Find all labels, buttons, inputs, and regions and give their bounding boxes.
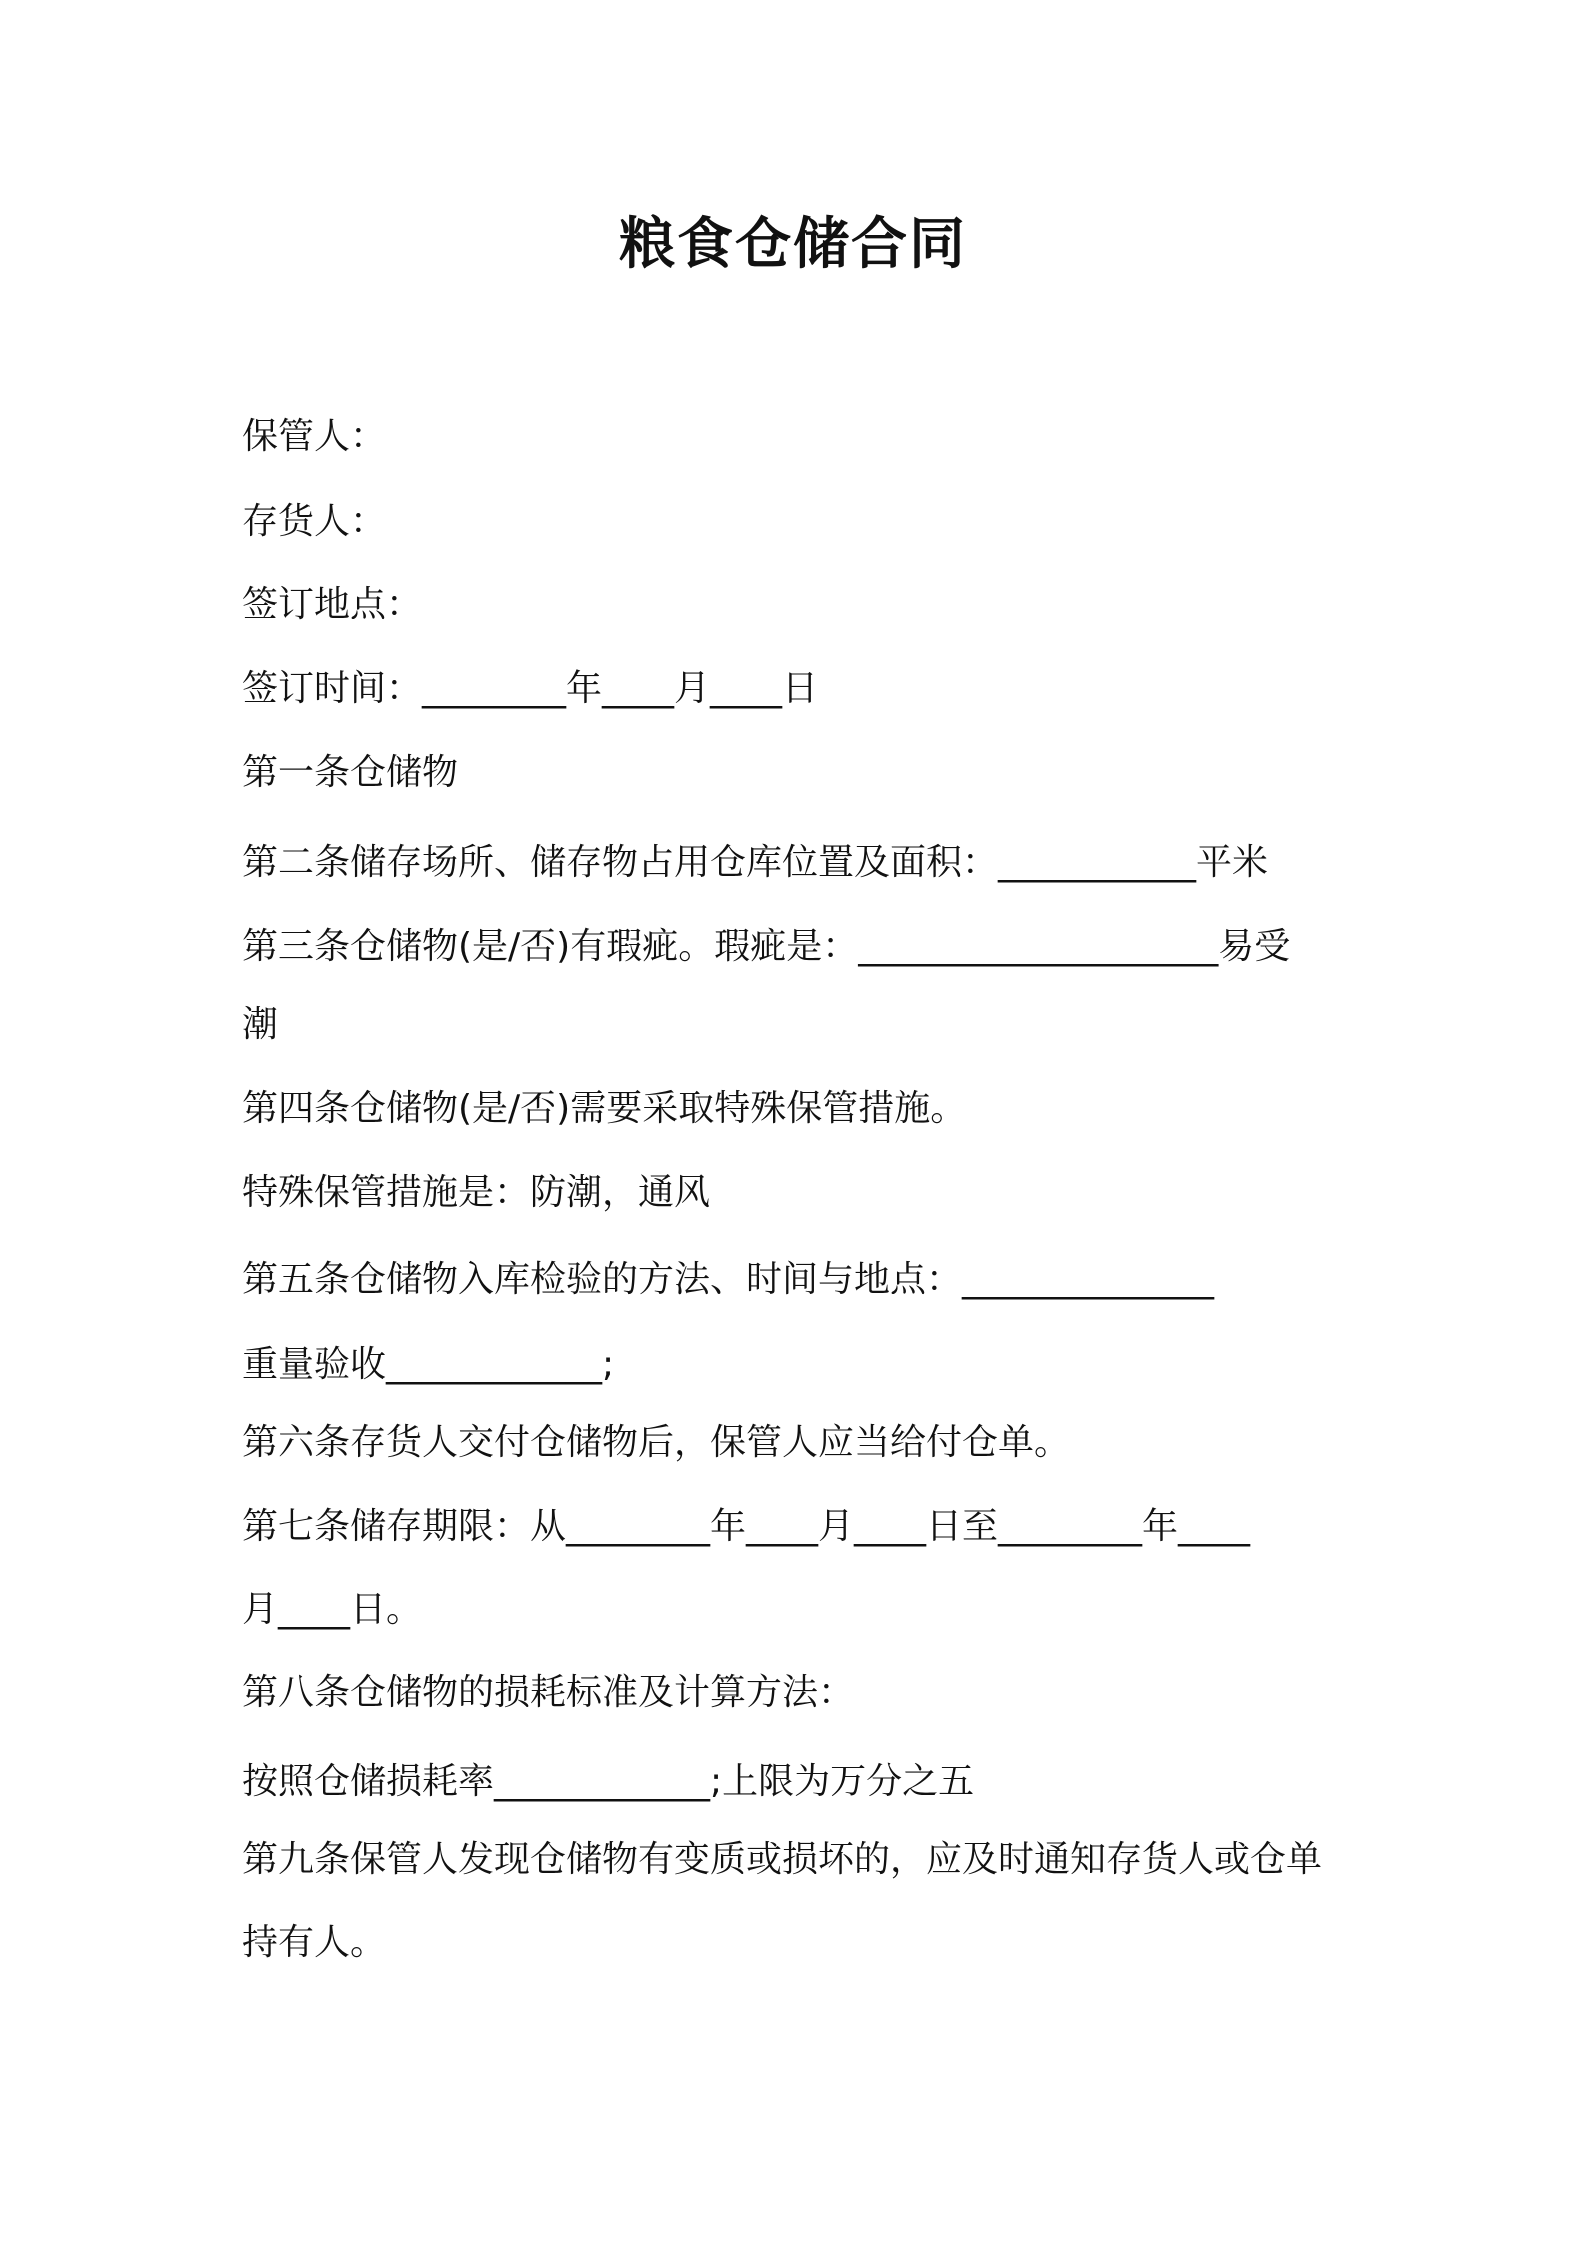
text-line-article-9: 第九条保管人发现仓储物有变质或损坏的，应及时通知存货人或仓单 xyxy=(242,1839,1323,1880)
text-line-article-2: 第二条储存场所、储存物占用仓库位置及面积：___________平米 xyxy=(242,842,1269,883)
text-line-article-3-cont: 潮 xyxy=(242,1004,279,1045)
text-line-article-6: 第六条存货人交付仓储物后，保管人应当给付仓单。 xyxy=(242,1422,1071,1463)
text-line-article-7: 第七条储存期限：从________年____月____日至________年____ xyxy=(242,1506,1251,1547)
text-line-article-5: 第五条仓储物入库检验的方法、时间与地点：______________ xyxy=(242,1259,1215,1300)
text-line-signing-time: 签订时间：________年____月____日 xyxy=(242,668,819,709)
text-line-article-1: 第一条仓储物 xyxy=(242,752,459,793)
text-line-special-measures: 特殊保管措施是：防潮，通风 xyxy=(242,1172,711,1213)
document-title: 粮食仓储合同 xyxy=(619,212,967,277)
text-line-keeper: 保管人： xyxy=(242,416,387,457)
text-line-signing-place: 签订地点： xyxy=(242,584,423,625)
text-line-article-7-cont: 月____日。 xyxy=(242,1589,423,1630)
text-line-article-4: 第四条仓储物(是/否)需要采取特殊保管措施。 xyxy=(242,1088,967,1129)
text-line-depositor: 存货人： xyxy=(242,501,387,542)
text-line-article-8: 第八条仓储物的损耗标准及计算方法： xyxy=(242,1672,855,1713)
text-line-weight-check: 重量验收____________; xyxy=(242,1344,615,1385)
text-line-loss-rate: 按照仓储损耗率____________;上限为万分之五 xyxy=(242,1761,975,1802)
text-line-article-9-cont: 持有人。 xyxy=(242,1922,387,1963)
text-line-article-3: 第三条仓储物(是/否)有瑕疵。瑕疵是：____________________易受 xyxy=(242,926,1291,967)
